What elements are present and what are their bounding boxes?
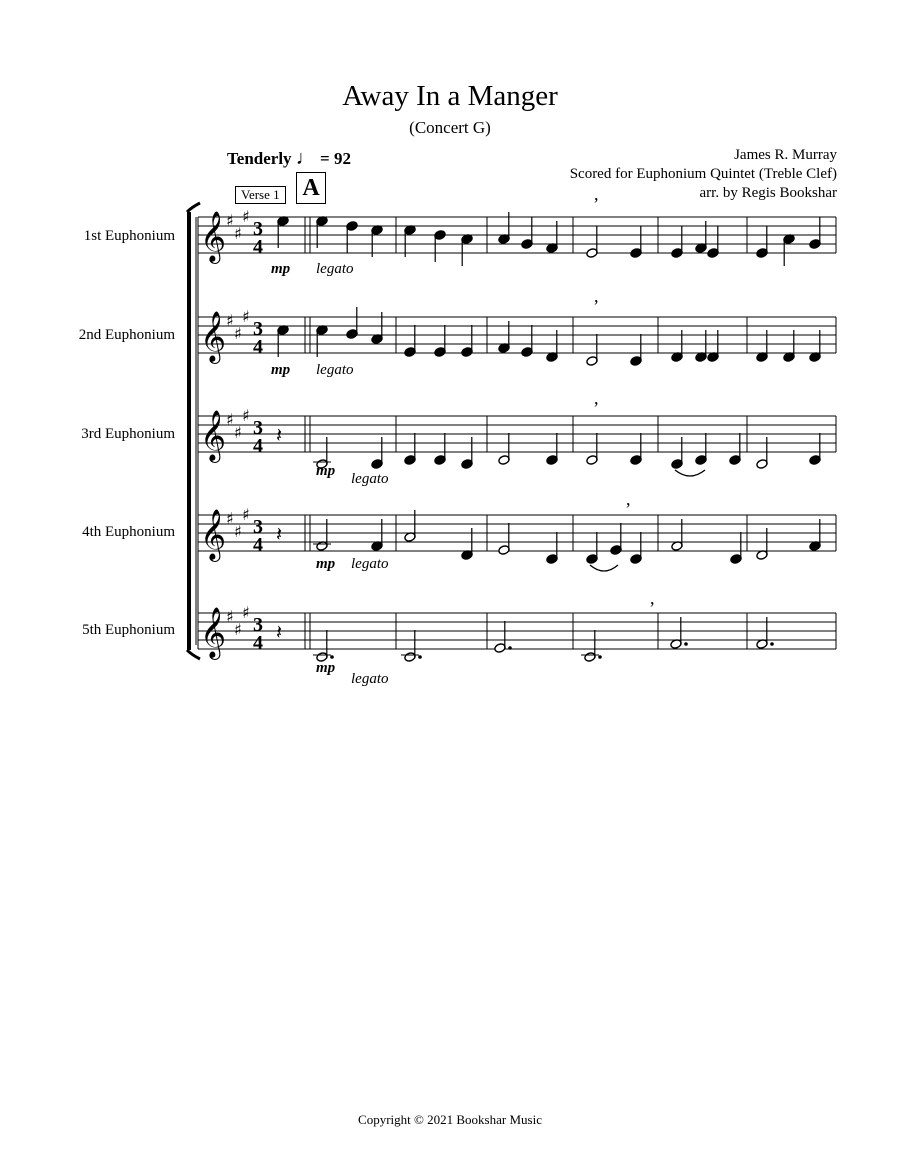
sharp-icon: ♯: [234, 522, 242, 541]
expression-mark: legato: [351, 471, 389, 487]
sharp-icon: ♯: [242, 505, 250, 524]
treble-clef-icon: 𝄞: [200, 410, 227, 461]
instrument-label-2: 2nd Euphonium: [78, 327, 175, 343]
score-title: Away In a Manger: [342, 80, 558, 112]
note-head: [521, 325, 533, 357]
treble-clef-icon: 𝄞: [200, 607, 227, 658]
note-head: [756, 226, 768, 258]
note-head: [671, 226, 683, 258]
instrument-label-3: 3rd Euphonium: [81, 426, 175, 442]
note-head: [404, 433, 416, 465]
expression-mark: legato: [316, 261, 354, 277]
instrument-label-5: 5th Euphonium: [82, 622, 175, 638]
copyright-notice: Copyright © 2021 Bookshar Music: [358, 1112, 542, 1127]
rehearsal-mark: A: [296, 172, 326, 204]
time-signature-top: 3: [253, 417, 263, 439]
sharp-icon: ♯: [226, 607, 234, 626]
slur: [590, 565, 618, 571]
sharp-icon: ♯: [234, 620, 242, 639]
sharp-icon: ♯: [226, 410, 234, 429]
breath-mark-icon: ,: [650, 588, 655, 608]
note-head: [434, 433, 446, 465]
time-signature-top: 3: [253, 516, 263, 538]
note-head: [630, 334, 642, 366]
scoring-credit: Scored for Euphonium Quintet (Treble Clef): [569, 166, 837, 182]
note-head: [707, 226, 719, 258]
staff: [198, 603, 836, 660]
expression-mark: legato: [351, 671, 389, 687]
sharp-icon: ♯: [234, 423, 242, 442]
note-head: [630, 433, 642, 465]
note-head: [630, 532, 642, 564]
note-head: [729, 433, 741, 465]
slur: [675, 470, 705, 476]
sharp-icon: ♯: [226, 311, 234, 330]
note-head: [756, 437, 768, 469]
note-head: [316, 216, 328, 248]
quarter-rest-icon: 𝄽: [276, 522, 283, 546]
note-head: [404, 630, 416, 662]
note-head: [498, 523, 510, 555]
note-head: [586, 433, 598, 465]
note-head: [404, 225, 416, 257]
note-head: [586, 532, 598, 564]
sharp-icon: ♯: [226, 509, 234, 528]
note-head: [461, 234, 473, 266]
time-signature-bottom: 4: [253, 236, 263, 258]
note-head: [371, 225, 383, 257]
sharp-icon: ♯: [242, 406, 250, 425]
note-head: [695, 433, 707, 465]
note-head: [346, 221, 358, 253]
staff: [198, 307, 836, 364]
note-head: [277, 216, 289, 248]
dynamic-mark: mp: [271, 261, 291, 277]
expression-mark: legato: [316, 362, 354, 378]
note-head: [584, 630, 596, 662]
note-head: [316, 630, 328, 662]
note-head: [434, 325, 446, 357]
dynamic-mark: mp: [271, 362, 291, 378]
breath-mark-icon: ,: [626, 489, 631, 509]
note-head: [346, 307, 358, 339]
time-signature-top: 3: [253, 318, 263, 340]
expression-mark: legato: [351, 556, 389, 572]
instrument-label-1: 1st Euphonium: [83, 228, 175, 244]
time-signature-bottom: 4: [253, 336, 263, 358]
sharp-icon: ♯: [234, 324, 242, 343]
quarter-rest-icon: 𝄽: [276, 423, 283, 447]
sharp-icon: ♯: [242, 307, 250, 326]
note-head: [783, 234, 795, 266]
breath-mark-icon: ,: [594, 184, 599, 204]
quarter-rest-icon: 𝄽: [276, 620, 283, 644]
treble-clef-icon: 𝄞: [200, 509, 227, 560]
note-head: [730, 532, 742, 564]
note-head: [521, 217, 533, 249]
instrument-label-4: 4th Euphonium: [82, 524, 175, 540]
note-head: [277, 325, 289, 357]
breath-mark-icon: ,: [594, 388, 599, 408]
arranger-credit: arr. by Regis Bookshar: [699, 185, 837, 201]
dynamic-mark: mp: [316, 660, 336, 676]
note-head: [461, 325, 473, 357]
sharp-icon: ♯: [242, 207, 250, 226]
tempo-text: Tenderly: [227, 149, 292, 168]
time-signature-top: 3: [253, 218, 263, 240]
dynamic-mark: mp: [316, 556, 336, 572]
score-subtitle: (Concert G): [409, 118, 491, 137]
note-head: [630, 226, 642, 258]
note-head: [586, 226, 598, 258]
time-signature-top: 3: [253, 614, 263, 636]
note-head: [671, 437, 683, 469]
note-head: [434, 230, 446, 262]
time-signature-bottom: 4: [253, 435, 263, 457]
note-head: [546, 433, 558, 465]
note-head: [494, 621, 506, 653]
staff: [198, 207, 836, 264]
composer-credit: James R. Murray: [734, 147, 837, 163]
note-head: [610, 523, 622, 555]
note-head: [461, 437, 473, 469]
note-head: [809, 433, 821, 465]
note-head: [586, 334, 598, 366]
treble-clef-icon: 𝄞: [200, 311, 227, 362]
verse-label: Verse 1: [235, 186, 286, 204]
time-signature-bottom: 4: [253, 534, 263, 556]
treble-clef-icon: 𝄞: [200, 211, 227, 262]
sharp-icon: ♯: [242, 603, 250, 622]
dynamic-mark: mp: [316, 463, 336, 479]
note-head: [404, 325, 416, 357]
breath-mark-icon: ,: [594, 286, 599, 306]
sharp-icon: ♯: [234, 224, 242, 243]
note-head: [546, 532, 558, 564]
note-head: [809, 217, 821, 249]
time-signature-bottom: 4: [253, 632, 263, 654]
tempo-bpm: = 92: [320, 149, 351, 168]
quarter-note-icon: ♩: [295, 147, 316, 169]
note-head: [316, 325, 328, 357]
note-head: [371, 437, 383, 469]
sharp-icon: ♯: [226, 211, 234, 230]
note-head: [498, 433, 510, 465]
